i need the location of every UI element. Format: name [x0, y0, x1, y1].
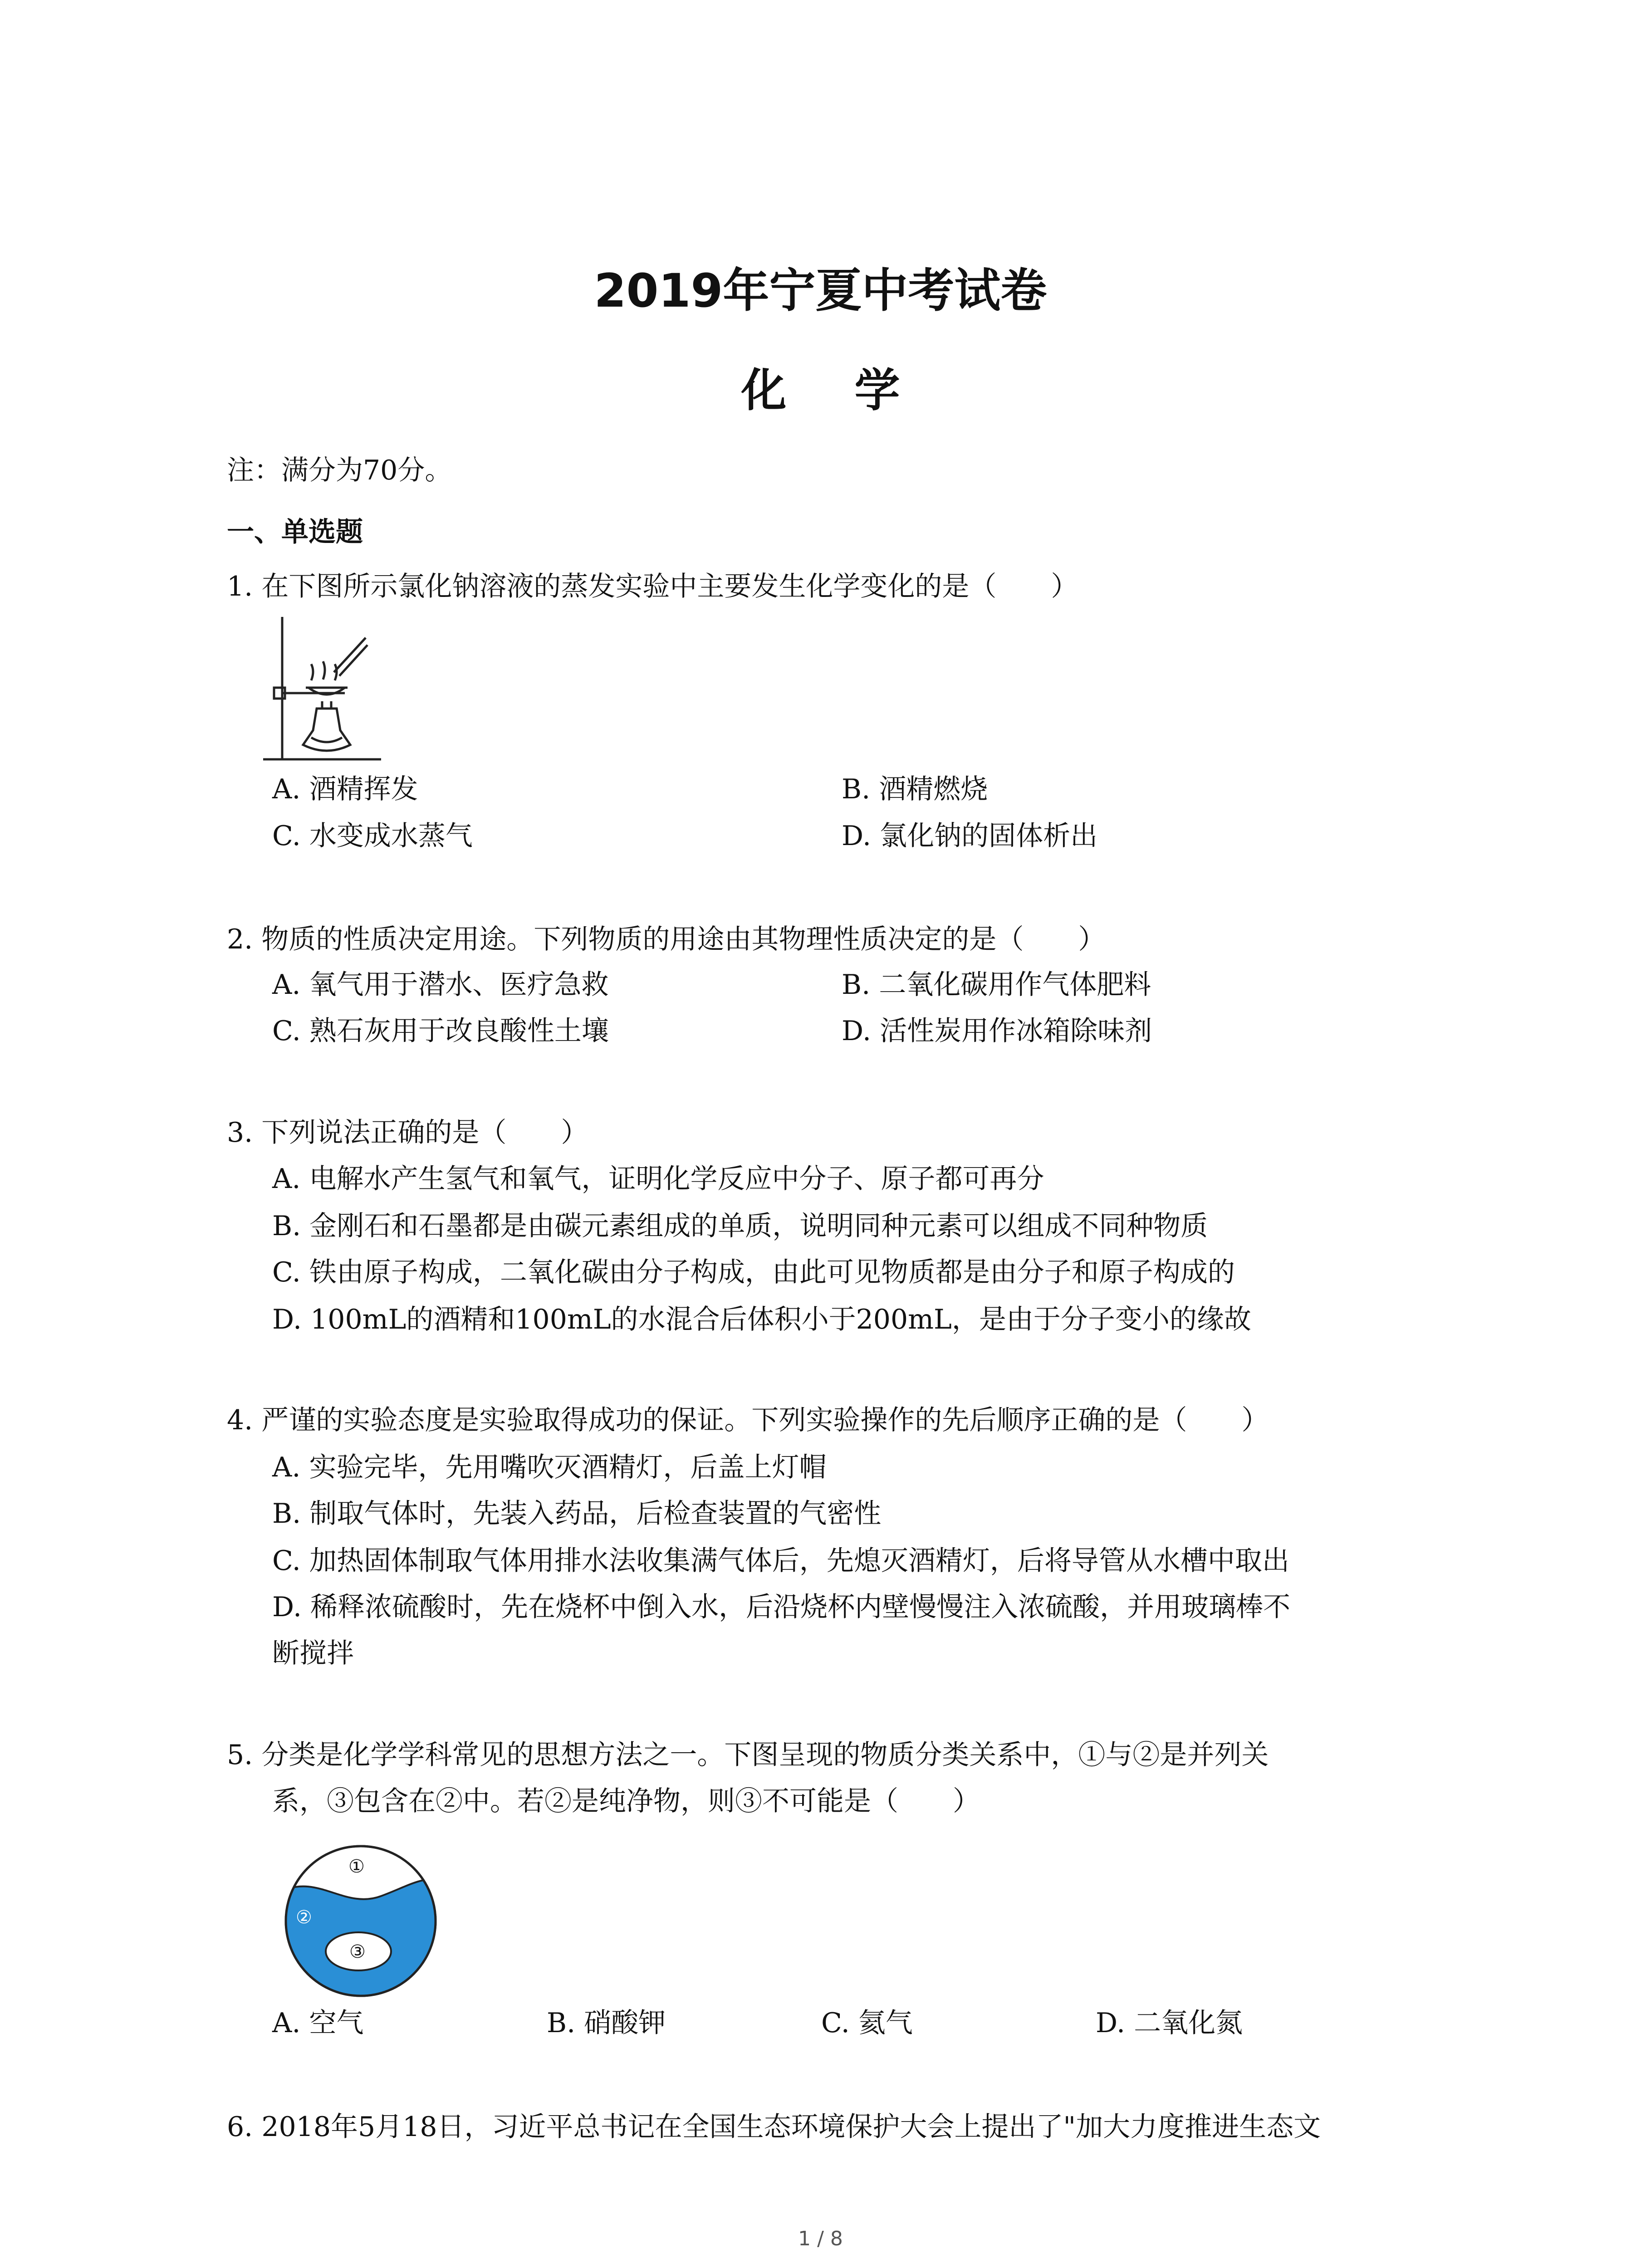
q4-option-c: C. 加热固体制取气体用排水法收集满气体后，先熄灭酒精灯，后将导管从水槽中取出	[272, 1545, 1289, 1577]
question-2-stem: 2. 物质的性质决定用途。下列物质的用途由其物理性质决定的是（ ）	[227, 924, 1106, 955]
question-1-stem: 1. 在下图所示氯化钠溶液的蒸发实验中主要发生化学变化的是（ ）	[227, 571, 1078, 602]
q5-option-d: D. 二氧化氮	[1096, 2007, 1243, 2039]
region-1-label: ①	[348, 1856, 365, 1877]
question-4-stem: 4. 严谨的实验态度是实验取得成功的保证。下列实验操作的先后顺序正确的是（ ）	[227, 1404, 1269, 1436]
evaporation-apparatus-figure	[254, 612, 390, 767]
q2-option-c: C. 熟石灰用于改良酸性土壤	[272, 1015, 609, 1047]
page-subtitle: 化学	[741, 364, 968, 417]
q2-option-d: D. 活性炭用作冰箱除味剂	[842, 1015, 1152, 1047]
q3-option-d: D. 100mL的酒精和100mL的水混合后体积小于200mL，是由于分子变小的缘故	[272, 1304, 1251, 1335]
question-5-stem-line1: 5. 分类是化学学科常见的思想方法之一。下图呈现的物质分类关系中，①与②是并列关	[227, 1739, 1269, 1771]
q1-option-a: A. 酒精挥发	[272, 773, 418, 805]
q2-option-b: B. 二氧化碳用作气体肥料	[842, 969, 1151, 1001]
q2-option-a: A. 氧气用于潜水、医疗急救	[272, 969, 609, 1001]
q1-option-c: C. 水变成水蒸气	[272, 820, 473, 852]
question-6-stem: 6. 2018年5月18日，习近平总书记在全国生态环境保护大会上提出了"加大力度推进生态文	[227, 2111, 1321, 2143]
q4-option-d-line1: D. 稀释浓硫酸时，先在烧杯中倒入水，后沿烧杯内壁慢慢注入浓硫酸，并用玻璃棒不	[272, 1591, 1291, 1623]
q1-option-b: B. 酒精燃烧	[842, 773, 988, 805]
q4-option-b: B. 制取气体时，先装入药品，后检查装置的气密性	[272, 1498, 882, 1530]
q3-option-b: B. 金刚石和石墨都是由碳元素组成的单质，说明同种元素可以组成不同种物质	[272, 1210, 1208, 1242]
region-3-label: ③	[349, 1941, 366, 1962]
section-heading: 一、单选题	[227, 516, 363, 548]
score-note: 注：满分为70分。	[227, 455, 452, 486]
q5-option-b: B. 硝酸钾	[547, 2007, 666, 2039]
question-5-stem-line2: 系，③包含在②中。若②是纯净物，则③不可能是（ ）	[272, 1785, 980, 1817]
q4-option-d-line2: 断搅拌	[272, 1637, 354, 1669]
q5-option-a: A. 空气	[272, 2007, 364, 2039]
page-number: 1 / 8	[798, 2227, 843, 2250]
q3-option-a: A. 电解水产生氢气和氧气，证明化学反应中分子、原子都可再分	[272, 1163, 1044, 1195]
question-3-stem: 3. 下列说法正确的是（ ）	[227, 1117, 588, 1149]
q3-option-c: C. 铁由原子构成，二氧化碳由分子构成，由此可见物质都是由分子和原子构成的	[272, 1256, 1235, 1288]
page-title: 2019年宁夏中考试卷	[594, 264, 1047, 318]
region-2-label: ②	[296, 1907, 312, 1928]
classification-venn-diagram	[268, 1842, 454, 2000]
q1-option-d: D. 氯化钠的固体析出	[842, 820, 1098, 852]
q4-option-a: A. 实验完毕，先用嘴吹灭酒精灯，后盖上灯帽	[272, 1452, 827, 1483]
q5-option-c: C. 氦气	[821, 2007, 913, 2039]
